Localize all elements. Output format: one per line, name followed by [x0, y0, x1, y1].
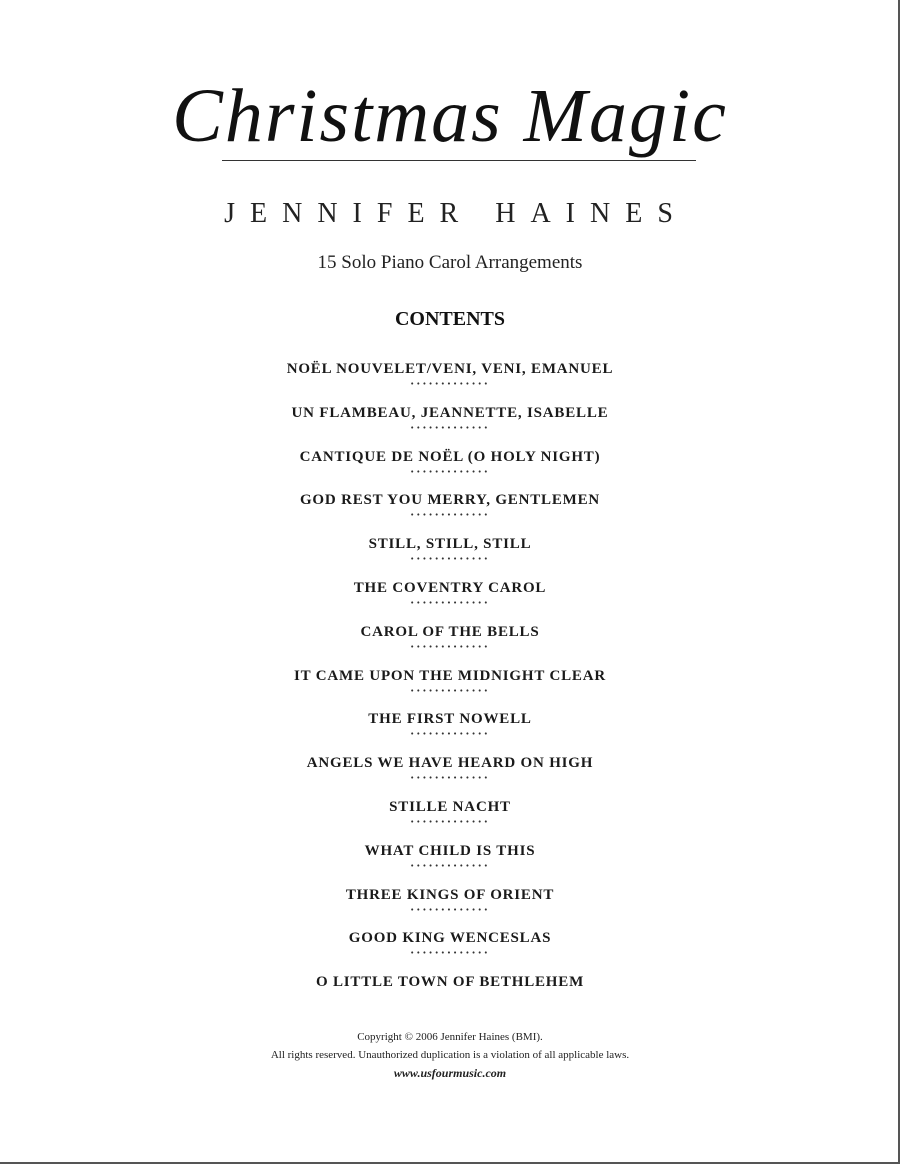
book-title: Christmas Magic	[172, 74, 728, 158]
contents-item	[0, 490, 900, 534]
contents-item-title: WHAT CHILD IS THIS	[364, 842, 536, 859]
contents-item	[0, 885, 900, 929]
dot-separator: •••••••••••••	[410, 555, 490, 564]
book-subtitle: 15 Solo Piano Carol Arrangements	[317, 252, 583, 273]
dot-separator: •••••••••••••	[410, 774, 490, 783]
dot-separator: •••••••••••••	[410, 380, 490, 388]
contents-item-title: THREE KINGS OF ORIENT	[345, 886, 555, 903]
contents-heading: CONTENTS	[394, 308, 506, 330]
dot-separator: •••••••••••••	[410, 423, 490, 432]
contents-item-title: UN FLAMBEAU, JEANNETTE, ISABELLE	[291, 404, 609, 421]
dot-separator: •••••••••••••	[410, 905, 490, 914]
contents-item-title: GOOD KING WENCESLAS	[348, 930, 552, 947]
website-link[interactable]: www.usfourmusic.com	[393, 1066, 507, 1080]
dot-separator: •••••••••••••	[410, 730, 490, 739]
contents-item-title: CAROL OF THE BELLS	[360, 623, 540, 640]
contents-list	[0, 359, 900, 1016]
dot-separator: •••••••••••••	[410, 511, 490, 520]
contents-item-title: THE FIRST NOWELL	[368, 711, 532, 728]
contents-item-title: THE COVENTRY CAROL	[353, 579, 547, 596]
author-name: JENNIFER HAINES	[224, 198, 688, 229]
dot-separator: •••••••••••••	[410, 817, 490, 826]
dot-separator: •••••••••••••	[410, 598, 490, 607]
contents-item	[0, 578, 900, 622]
dot-separator: •••••••••••••	[410, 861, 490, 870]
dot-separator: •••••••••••••	[410, 642, 490, 651]
dot-separator: •••••••••••••	[410, 949, 490, 958]
contents-item-title: GOD REST YOU MERRY, GENTLEMEN	[299, 492, 601, 509]
copyright-line: Copyright © 2006 Jennifer Haines (BMI).	[357, 1031, 543, 1043]
contents-item-title: IT CAME UPON THE MIDNIGHT CLEAR	[294, 667, 606, 684]
contents-item	[0, 753, 900, 797]
contents-item	[0, 709, 900, 753]
contents-item	[0, 447, 900, 491]
contents-item-title: O LITTLE TOWN OF BETHLEHEM	[315, 974, 585, 991]
contents-item-title: ANGELS WE HAVE HEARD ON HIGH	[306, 755, 594, 772]
dot-separator: •••••••••••••	[410, 686, 490, 695]
dot-separator: •••••••••••••	[410, 467, 490, 476]
contents-item	[0, 797, 900, 841]
copyright-block	[0, 1028, 900, 1082]
contents-item	[0, 928, 900, 972]
contents-item-title: STILLE NACHT	[389, 798, 511, 815]
title-underline	[222, 160, 696, 161]
contents-item	[0, 359, 900, 403]
contents-item-title: STILL, STILL, STILL	[368, 536, 532, 553]
contents-item	[0, 841, 900, 885]
contents-item	[0, 972, 900, 1016]
contents-item	[0, 622, 900, 666]
contents-item-title: NOËL NOUVELET/VENI, VENI, EMANUEL	[286, 361, 614, 377]
rights-line: All rights reserved. Unauthorized duplication is a violation of all applicable laws.	[270, 1049, 630, 1061]
contents-item	[0, 666, 900, 710]
contents-item	[0, 403, 900, 447]
contents-item	[0, 534, 900, 578]
contents-item-title: CANTIQUE DE NOËL (O HOLY NIGHT)	[299, 448, 601, 465]
